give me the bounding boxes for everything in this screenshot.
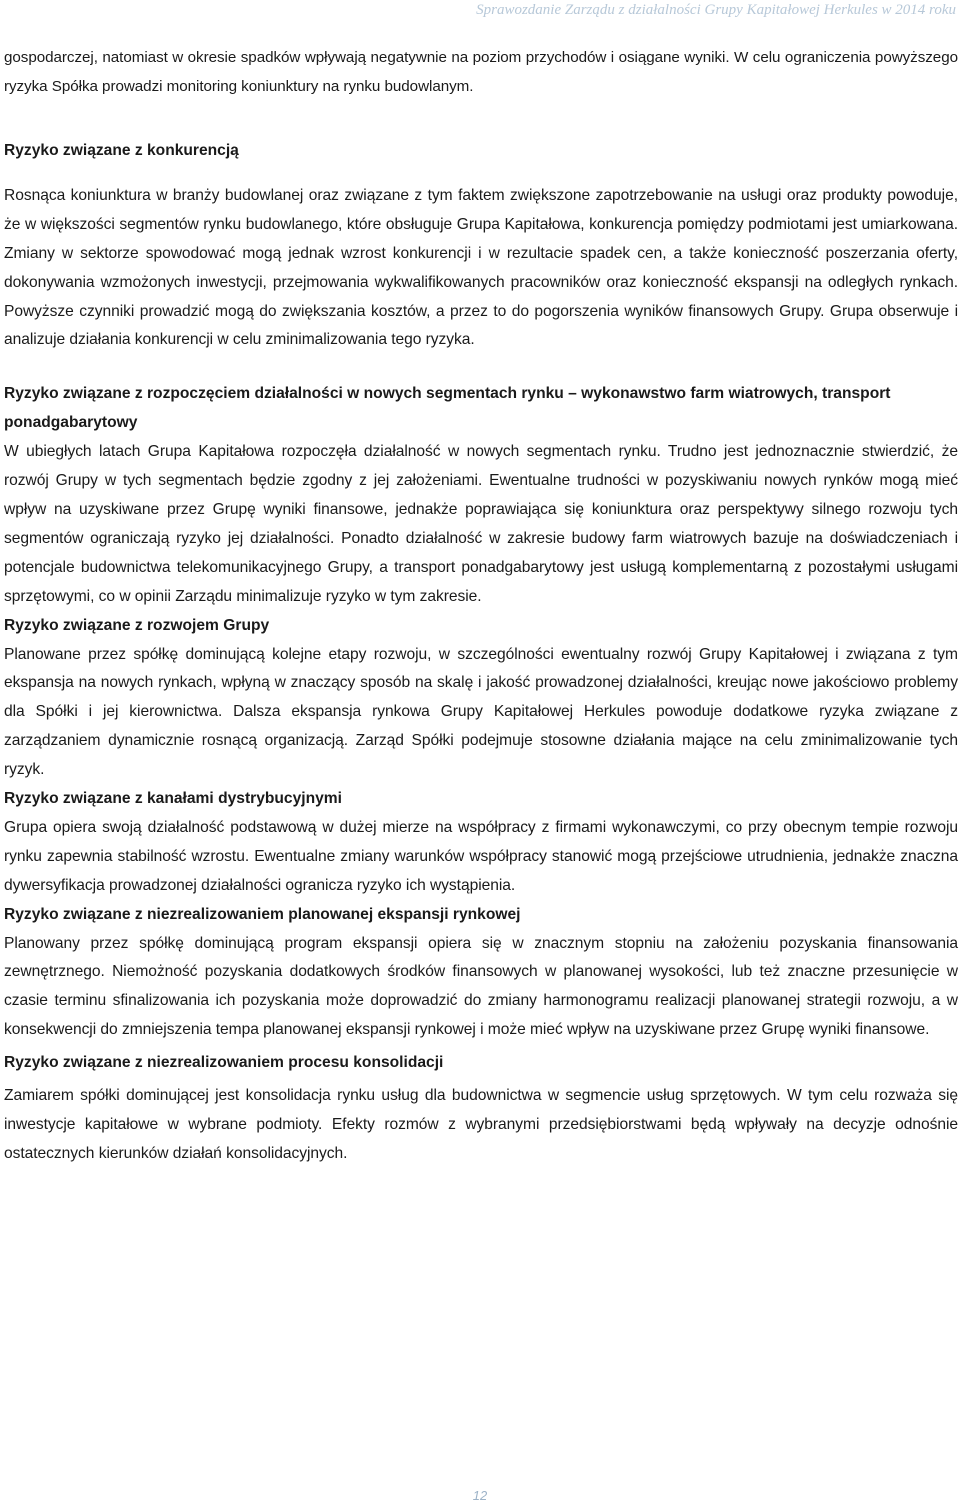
section-heading: Ryzyko związane z kanałami dystrybucyjnymi: [4, 790, 342, 808]
section-paragraph: Planowane przez spółkę dominującą kolejne etapy rozwoju, w szczególności ewentualny rozwój Grupy Kapitałowej i związana z tym ekspansja na nowych rynkach, wpłyną w znaczący sposób na skalę i jakość prowadzonej działalności, kreując nowe jakościowo problemy dla Spółki i jej kierownictwa. Dalsza ekspansja rynkowa Grupy Kapitałowej Herkules powoduje dodatkowe ryzyka związane z zarządzaniem dynamicznie rosnącą organizacją. Zarząd Spółki podejmuje stosowne działania mające na celu zminimalizowanie tych ryzyk.: [4, 645, 958, 779]
page-number: 12: [472, 1488, 488, 1503]
section-heading: Ryzyko związane z niezrealizowaniem procesu konsolidacji: [4, 1054, 444, 1072]
document-body: [4, 43, 958, 1169]
section-paragraph: Rosnąca koniunktura w branży budowlanej oraz związane z tym faktem zwiększone zapotrzebowanie na usługi oraz produkty powoduje, że w większości segmentów rynku budowlanego, które obsługuje Grupa Kapitałowa, konkurencja pomiędzy podmiotami jest umiarkowana. Zmiany w sektorze spowodować mogą jednak wzrost konkurencji i w rezultacie spadek cen, a także konieczność poszerzania oferty, dokonywania wzmożonych inwestycji, przejmowania wykwalifikowanych pracowników oraz konieczność ekspansji na odległych rynkach. Powyższe czynniki prowadzić mogą do zwiększania kosztów, a przez to do pogorszenia wyników finansowych Grupy. Grupa obserwuje i analizuje działania konkurencji w celu zminimalizowania tego ryzyka.: [4, 186, 958, 349]
section-heading: Ryzyko związane z rozpoczęciem działalności w nowych segmentach rynku – wykonawstwo farm wiatrowych, transport ponadgabarytowy: [4, 385, 891, 432]
continuation-paragraph: gospodarczej, natomiast w okresie spadków wpływają negatywnie na poziom przychodów i osiągane wyniki. W celu ograniczenia powyższego ryzyka Spółka prowadzi monitoring koniunktury na rynku budowlanym.: [4, 49, 958, 95]
section-paragraph: Planowany przez spółkę dominującą program ekspansji opiera się w znacznym stopniu na założeniu pozyskania finansowania zewnętrznego. Niemożność pozyskania dodatkowych środków finansowych w planowanej wysokości, lub też znaczne przesunięcie w czasie terminu sfinalizowania ich pozyskania może doprowadzić do zmiany harmonogramu realizacji planowanej strategii rozwoju, a w konsekwencji do zmniejszenia tempa planowanej ekspansji rynkowej i może mieć wpływ na uzyskiwane przez Grupę wyniki finansowe.: [4, 934, 958, 1039]
running-header-title: Sprawozdanie Zarządu z działalności Grupy Kapitałowej Herkules w 2014 roku: [476, 2, 956, 18]
section-competition-risk: [4, 137, 958, 355]
section-paragraph: W ubiegłych latach Grupa Kapitałowa rozpoczęła działalność w nowych segmentach rynku. Trudno jest jednoznacznie stwierdzić, że rozwój Grupy w tych segmentach będzie zgodny z jej założeniami. Ewentualne trudności w pozyskiwaniu nowych rynków mogą mieć wpływ na uzyskiwane przez Grupę wyniki finansowe, jednakże poprawiająca się koniunktura oraz perspektywy silnego rozwoju tych segmentów ograniczają ryzyko jej działalności. Ponadto działalność w zakresie budowy farm wiatrowych bazuje na doświadczeniach i potencjale budownictwa telekomunikacyjnego Grupy, a transport ponadgabarytowy jest usługą komplementarną z pozostałymi usługami sprzętowymi, co w opinii Zarządu minimalizuje ryzyko w tym zakresie.: [4, 443, 958, 605]
section-paragraph: Zamiarem spółki dominującej jest konsolidacja rynku usług dla budownictwa w segmencie usług sprzętowych. W tym celu rozważa się inwestycje kapitałowe w wybrane podmioty. Efekty rozmów z wybranymi przedsiębiorstwami będą wpływały na decyzje odnośnie ostatecznych kierunków działań konsolidacyjnych.: [4, 1087, 958, 1162]
section-distribution-channels-risk: [4, 785, 958, 901]
section-paragraph: Grupa opiera swoją działalność podstawową w dużej mierze na współpracy z firmami wykonawczymi, co przy obecnym tempie rozwoju rynku zapewnia stabilność wzrostu. Ewentualne zmiany warunków współpracy stanowić mogą przejściowe utrudnienia, jednakże znaczna dywersyfikacja prowadzonej działalności ogranicza ryzyko ich wystąpienia.: [4, 818, 958, 894]
section-new-segments-risk: [4, 380, 958, 611]
section-consolidation-risk: [4, 1049, 958, 1169]
section-market-expansion-risk: [4, 901, 958, 1046]
section-heading: Ryzyko związane z konkurencją: [4, 142, 239, 159]
section-heading: Ryzyko związane z rozwojem Grupy: [4, 616, 270, 634]
section-heading: Ryzyko związane z niezrealizowaniem planowanej ekspansji rynkowej: [4, 905, 521, 923]
section-group-development-risk: [4, 612, 958, 785]
